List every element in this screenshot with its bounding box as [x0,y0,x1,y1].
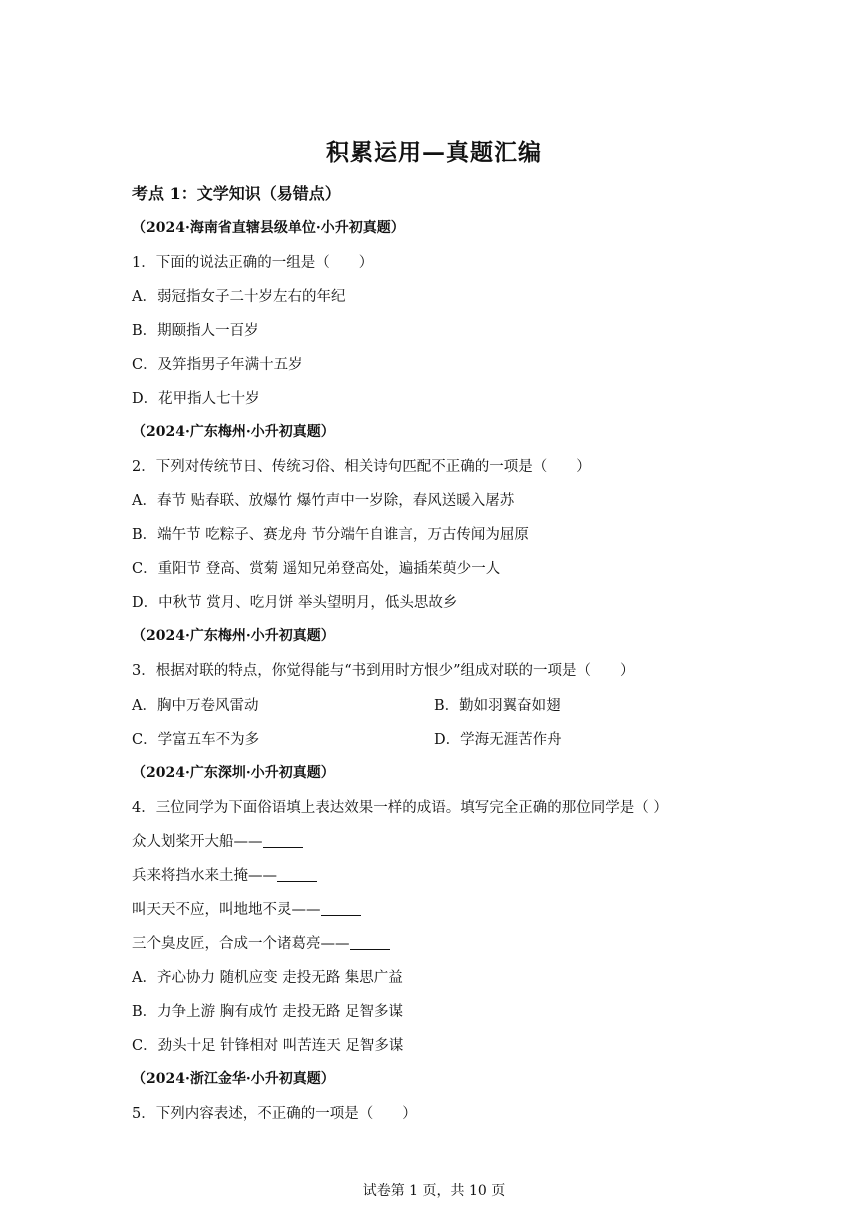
answer-option: B．期颐指人一百岁 [132,323,259,339]
answer-option: B．端午节 吃粽子、赛龙舟 节分端午自谁言，万古传闻为屈原 [132,527,529,543]
saying-line [132,864,317,885]
page-footer: 试卷第 1 页，共 10 页 [362,1183,506,1199]
answer-option: C．劲头十足 针锋相对 叫苦连天 足智多谋 [132,1038,404,1054]
answer-blank [277,867,317,882]
section-heading: 考点 1：文学知识（易错点） [132,184,341,203]
answer-option: D．学海无涯苦作舟 [434,732,562,748]
question-stem: 4．三位同学为下面俗语填上表达效果一样的成语。填写完全正确的那位同学是（ ） [132,800,668,816]
question-stem: 3．根据对联的特点，你觉得能与“书到用时方恨少”组成对联的一项是（ ） [132,663,635,679]
question-source: （2024·广东梅州·小升初真题） [132,424,335,440]
answer-option: A．齐心协力 随机应变 走投无路 集思广益 [132,970,403,986]
saying-line [132,932,390,953]
saying-text: 众人划桨开大船—— [132,834,263,850]
answer-blank [321,901,361,916]
question-stem: 1．下面的说法正确的一组是（ ） [132,255,374,271]
answer-blank [263,833,303,848]
answer-blank [350,935,390,950]
answer-option: C．重阳节 登高、赏菊 遥知兄弟登高处，遍插茱萸少一人 [132,561,501,577]
answer-option: D．花甲指人七十岁 [132,391,260,407]
answer-option: A．弱冠指女子二十岁左右的年纪 [132,289,346,305]
question-stem: 5．下列内容表述，不正确的一项是（ ） [132,1106,417,1122]
answer-option: C．及笄指男子年满十五岁 [132,357,303,373]
question-source: （2024·广东深圳·小升初真题） [132,765,335,781]
saying-line [132,898,361,919]
saying-text: 叫天天不应，叫地地不灵—— [132,902,321,918]
answer-option: A．胸中万卷风雷动 [132,698,259,714]
question-source: （2024·海南省直辖县级单位·小升初真题） [132,220,405,236]
question-source: （2024·浙江金华·小升初真题） [132,1071,335,1087]
answer-option: D．中秋节 赏月、吃月饼 举头望明月，低头思故乡 [132,595,458,611]
answer-option: B．力争上游 胸有成竹 走投无路 足智多谋 [132,1004,403,1020]
answer-option: B．勤如羽翼奋如翅 [434,698,561,714]
saying-text: 三个臭皮匠，合成一个诸葛亮—— [132,936,350,952]
answer-option: A．春节 贴春联、放爆竹 爆竹声中一岁除，春风送暖入屠苏 [132,493,515,509]
answer-option: C．学富五车不为多 [132,732,260,748]
saying-text: 兵来将挡水来土掩—— [132,868,277,884]
question-source: （2024·广东梅州·小升初真题） [132,628,335,644]
saying-line [132,830,303,851]
page-title: 积累运用—真题汇编 [326,139,542,166]
question-stem: 2．下列对传统节日、传统习俗、相关诗句匹配不正确的一项是（ ） [132,459,591,475]
